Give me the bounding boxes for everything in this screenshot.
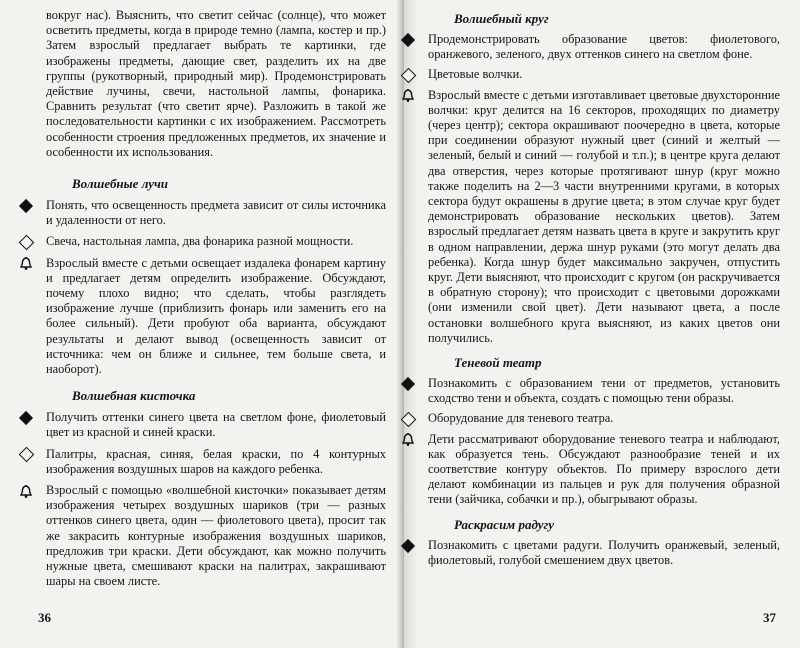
process-paragraph: Взрослый с помощью «волшебной кисточки» показывает детям изображения четырех воздушных шариков (три — разных оттенков синего цвета, один — фиолетового цвета), просит так же закрасить контурные изображения воздушных шариков, предложив три краски. Дети обсуждают, как можно получить нужные цвета, смешивают краски на палитрах, закрашивают шары на своем листе.	[46, 483, 386, 589]
section-title: Волшебная кисточка	[72, 388, 196, 404]
goal-paragraph: Познакомить с цветами радуги. Получить оранжевый, зеленый, фиолетовый, голубой смешением двух цветов.	[428, 538, 780, 568]
materials-paragraph: Оборудование для теневого театра.	[428, 411, 780, 426]
page-number: 36	[38, 610, 51, 625]
goal-paragraph: Познакомить с образованием тени от предметов, установить сходство тени и объекта, создать с помощью тени образы.	[428, 376, 780, 406]
process-paragraph: Взрослый вместе с детьми изготавливает цветовые двухсторонние волчки: круг делится на 16 секторов, проходящих по диаметру (через центр); сектора окрашивают поочередно в цвета, которые при соединении образуют нужный цвет (синий и желтый — зеленый, белый и синий — голубой и т.п.); в центре круга делают два отверстия, через которые протягивают шнур (круг можно также поделить на 2—3 части внутренними кругами, в которых сектора будут окрашены в другие цвета; в этом случае круг будет демонстрировать образование нескольких цветов). Затем взрослый предлагает детям назвать цвета в круге и закрутить круг в одном направлении, держа шнур руками (это могут делать два ребенка). Когда шнур будет максимально закручен, отпустить круг. Дети выясняют, что происходит с кругом (он раскручивается в обратную сторону); что происходит с цветовыми дорожками (они изменили свой цвет). Дети называют цвета, а после остановки волшебного круга выясняют, из каких цветов они получились.	[428, 88, 780, 346]
bell-icon	[19, 484, 33, 498]
section-title: Теневой театр	[454, 355, 542, 371]
bell-icon	[401, 89, 415, 103]
goal-paragraph: Получить оттенки синего цвета на светлом фоне, фиолетовый цвет из красной и синей краски.	[46, 410, 386, 440]
bell-icon	[19, 257, 33, 271]
bell-icon	[401, 433, 415, 447]
right-page	[404, 0, 800, 648]
materials-paragraph: Свеча, настольная лампа, два фонарика разной мощности.	[46, 234, 386, 249]
goal-paragraph: Понять, что освещенность предмета зависит от силы источника и удаленности от него.	[46, 198, 386, 228]
hollow-diamond-icon	[401, 412, 415, 426]
hollow-diamond-icon	[19, 235, 33, 249]
page-number: 37	[763, 610, 776, 625]
filled-diamond-icon	[401, 33, 415, 47]
materials-paragraph: Цветовые волчки.	[428, 67, 780, 82]
process-paragraph: Дети рассматривают оборудование теневого театра и наблюдают, как образуется тень. Обсуждают разнообразие теней и их соответствие контуру объектов. По примеру взрослого дети делают комбинации из пальцев и рук для получения образной тени (зайчика, собачки и пр.), обыгрывают образы.	[428, 432, 780, 508]
section-title: Волшебные лучи	[72, 176, 169, 192]
filled-diamond-icon	[19, 411, 33, 425]
hollow-diamond-icon	[401, 68, 415, 82]
filled-diamond-icon	[401, 377, 415, 391]
intro-paragraph: вокруг нас). Выяснить, что светит сейчас (солнце), что может осветить предметы, когда в природе темно (лампа, костер и пр.) Затем взрослый предлагает выбрать те картинки, где изображены предметы, дающие свет, разделить их на две группы (рукотворный, природный мир). Продемонстрировать действие лучины, свечи, настольной лампы, фонарика. Сравнить результат (что светит ярче). Разложить в такой же последовательности картинки с их изображением. Рассмотреть особенности строения предложенных предметов, их значение и особенности их использования.	[46, 8, 386, 159]
section-title: Раскрасим радугу	[454, 516, 555, 532]
section-title: Волшебный круг	[454, 11, 549, 26]
process-paragraph: Взрослый вместе с детьми освещает издалека фонарем картину и предлагает детям определить изображение. Обсуждают, почему плохо видно; что сделать, чтобы разглядеть изображение лучше (приблизить фонарь или заменить его на более сильный). Дети пробуют оба варианта, обсуждают результаты и делают вывод (освещенность зависит от источника: чем он ближе и сильнее, тем больше света, и наоборот).	[46, 256, 386, 378]
goal-paragraph: Продемонстрировать образование цветов: фиолетового, оранжевого, зеленого, двух оттенков синего на светлом фоне.	[428, 32, 780, 62]
filled-diamond-icon	[401, 539, 415, 553]
materials-paragraph: Палитры, красная, синяя, белая краски, по 4 контурных изображения воздушных шаров на каждого ребенка.	[46, 447, 386, 477]
hollow-diamond-icon	[19, 448, 33, 462]
filled-diamond-icon	[19, 199, 33, 213]
